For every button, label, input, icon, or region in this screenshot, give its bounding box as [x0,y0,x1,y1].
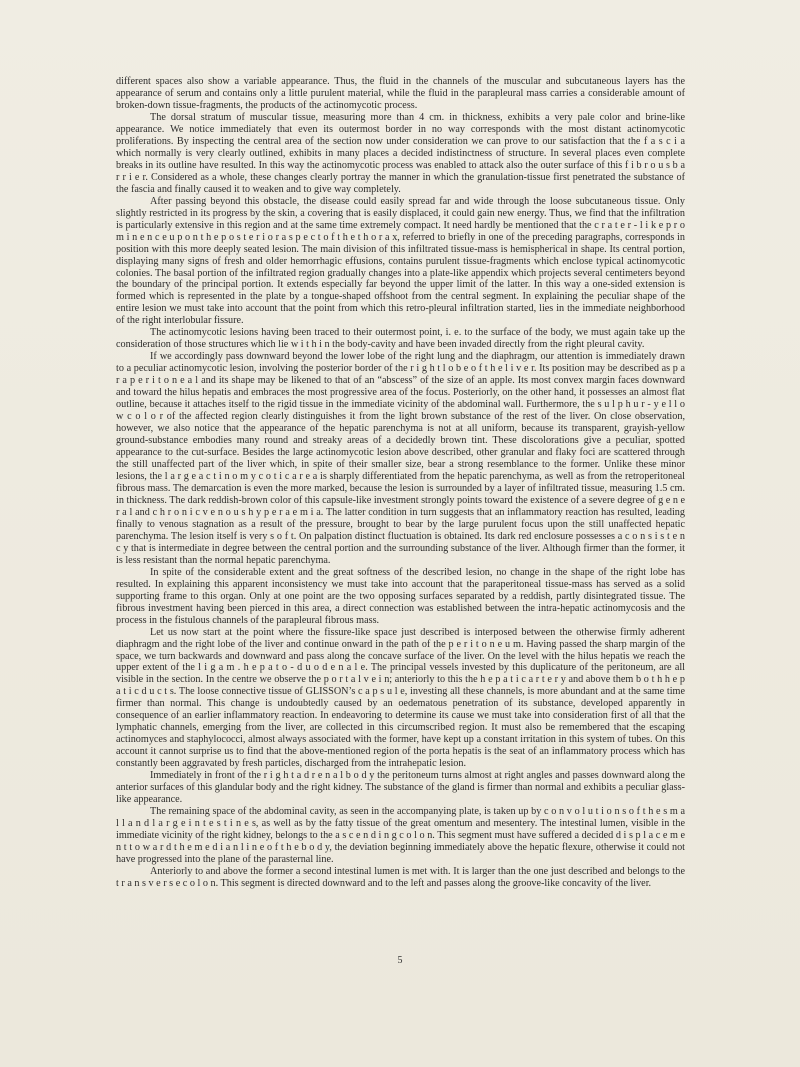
paragraph: different spaces also show a variable appearance. Thus, the fluid in the channels of the muscular and subcutaneous layers has the appearance of serum and contains only a little purulent material, while the fluid in the parapleural mass carries a considerable amount of broken-down tissue-fragments, the products of the actinomycotic process. [116,76,685,111]
paragraph: If we accordingly pass downward beyond the lower lobe of the right lung and the diaphragm, our attention is immediately drawn to a peculiar actinomycotic lesion, involving the posterior border of the r i g h t l o b e o f t h e l i v e r. Its position may be described as p a r a p e r i t o n e a l and its shape may be likened to that of an “abscess” of the size of an apple. Its most convex margin faces downward and toward the hilus hepatis and embraces the most progressive area of the focus. Posteriorly, on the other hand, it possesses an almost flat outline, because it attaches itself to the rigid tissue in the immediate vicinity of the abdominal wall. Furthermore, the s u l p h u r - y e l l o w c o l o r of the affected region clearly distinguishes it from the light brown substance of the rest of the liver. On close observation, however, we also notice that the appearance of the hepatic parenchyma is not at all uniform, because its transparent, grayish-yellow ground-substance embodies many round and streaky areas of a decidedly brown tint. These discolorations give a peculiar, spotted appearance to the cut-surface. Besides the large actinomycotic lesion above described, other granular and flaky foci are scattered through the still unaffected part of the liver which, in spite of their smaller size, bear a strong resemblance to the former. Unlike these minor lesions, the l a r g e a c t i n o m y c o t i c a r e a is sharply differentiated from the hepatic parenchyma, as well as from the retroperitoneal fibrous mass. The demarcation is even the more marked, because the lesion is surrounded by a layer of infiltrated tissue, measuring 1.5 cm. in thickness. The dark reddish-brown color of this capsule-like investment strongly points toward the existence of a severe degree of g e n e r a l and c h r o n i c v e n o u s h y p e r a e m i a. The latter condition in turn suggests that an inflammatory reaction has resulted, leading finally to venous stagnation as a result of the pressure, brought to bear by the large purulent focus upon the still unaffected hepatic parenchyma. The lesion itself is very s o f t. On palpation distinct fluctuation is obtained. Its dark red enclosure possesses a c o n s i s t e n c y that is intermediate in degree between the central portion and the surrounding substance of the liver. Although firmer than the former, it is less resistant than the normal hepatic parenchyma. [116,351,686,566]
paragraph: After passing beyond this obstacle, the disease could easily spread far and wide through the loose subcutaneous tissue. Only slightly restricted in its progress by the skin, a covering that is easily displaced, it could gain new energy. Thus, we find that the infiltration is particularly extensive in this region and at the same time extremely compact. It need hardly be mentioned that the c r a t e r - l i k e p r o m i n e n c e u p o n t h e p o s t e r i o r a s p e c t o f t h e t h o r a x, referred to briefly in one of the preceding paragraphs, corresponds in position with this more deeply seated lesion. The main division of this infiltrated tissue-mass is hemispherical in shape. Its central portion, displaying many signs of fresh and older hemorrhagic effusions, contains purulent tissue-fragments which enclose typical actinomycotic colonies. The basal portion of the infiltrated region gradually changes into a plate-like appendix which projects several centimeters beyond the boundary of the principal portion. It extends especially far beyond the upper limit of the latter. In this way a one-sided extension is formed which is represented in the plate by a tongue-shaped offshoot from the central segment. In explaining the peculiar shape of the entire lesion we must take into account that the point from which this retro-pleural infiltration started, lies in the immediate neighborhood of the right interlobular fissure. [116,195,685,327]
paragraph: Immediately in front of the r i g h t a d r e n a l b o d y the peritoneum turns almost at right angles and passes downward along the anterior surfaces of this glandular body and the right kidney. The substance of the gland is firmer than normal and exhibits a peculiar glass-like appearance. [116,770,685,806]
paragraph: The dorsal stratum of muscular tissue, measuring more than 4 cm. in thickness, exhibits a very pale color and brine-like appearance. We notice immediately that even its outermost border in no way corresponds with the most distant actinomycotic proliferations. By inspecting the central area of the section now under consideration we can prove to our satisfaction that the f a s c i a which normally is very clearly outlined, exhibits in many places a decided indistinctness of structure. In several places even complete breaks in its outline have resulted. In this way the actinomycotic process was enabled to attack also the outer surface of this f i b r o u s b a r r i e r. Considered as a whole, these changes clearly portray the manner in which the granulation-tissue first penetrated the substance of the fascia and finally caused it to weaken and to give way completely. [116,111,685,195]
paragraph: The actinomycotic lesions having been traced to their outermost point, i. e. to the surface of the body, we must again take up the consideration of those structures which lie w i t h i n the body-cavity and have been invaded directly from the right pleural cavity. [116,327,685,351]
paragraph: The remaining space of the abdominal cavity, as seen in the accompanying plate, is taken up by c o n v o l u t i o n s o f t h e s m a l l a n d l a r g e i n t e s t i n e s, as well as by the fatty tissue of the great omentum and mesentery. The intestinal lumen, visible in the immediate vicinity of the right kidney, belongs to the a s c e n d i n g c o l o n. This segment must have suffered a decided d i s p l a c e m e n t t o w a r d t h e m e d i a n l i n e o f t h e b o d y, the deviation beginning immediately above the hepatic flexure, otherwise it could not have progressed into the plane of the parasternal line. [116,806,685,865]
paragraph: Let us now start at the point where the fissure-like space just described is interposed between the otherwise firmly adherent diaphragm and the right lobe of the liver and continue onward in the path of the p e r i t o n e u m. Having passed the sharp margin of the space, we turn backwards and downward and pass along the concave surface of the liver. On the level with the hilus hepatis we reach the upper extent of the l i g a m . h e p a t o - d u o d e n a l e. The principal vessels invested by this duplicature of the peritoneum, are all visible in the section. In the centre we observe the p o r t a l v e i n; anteriorly to this the h e p a t i c a r t e r y and above them b o t h h e p a t i c d u c t s. The loose connective tissue of GLISSON’s c a p s u l e, investing all these channels, is more abundant and at the same time firmer than normal. This change is undoubtedly caused by an oedematous penetration of its substance, developed apparently in consequence of an earlier inflammatory reaction. In endeavoring to determine its cause we must take into consideration first of all that the lymphatic channels, emerging from the liver, are collected in this circumscribed region. It must also be remembered that the escaping actinomyces and staphylococci, almost always associated with the former, have kept up a constant irritation in this system of tubes. On this account it cannot surprise us to find that the above-mentioned region of the porta hepatis is the seat of an inflammatory process which has constantly been aggravated by fresh particles, discharged from the intrahepatic lesion. [116,626,685,770]
paragraph: Anteriorly to and above the former a second intestinal lumen is met with. It is larger than the one just described and belongs to the t r a n s v e r s e c o l o n. This segment is directed downward and to the left and passes along the groove-like concavity of the liver. [116,865,685,889]
paragraph: In spite of the considerable extent and the great softness of the described lesion, no change in the shape of the right lobe has resulted. In explaining this apparent inconsistency we must take into account that the paraperitoneal tissue-mass has served as a solid supporting frame to this organ. Only at one point are the two opposing surfaces separated by a reddish, partly disintegrated tissue. The fibrous investment having been pierced in this area, a direct connection was established between the intra-hepatic actinomycosis and the process in the fistulous channels of the parapleural fibrous mass. [116,566,685,626]
body-text [116,76,685,890]
page-number: 5 [397,955,403,966]
